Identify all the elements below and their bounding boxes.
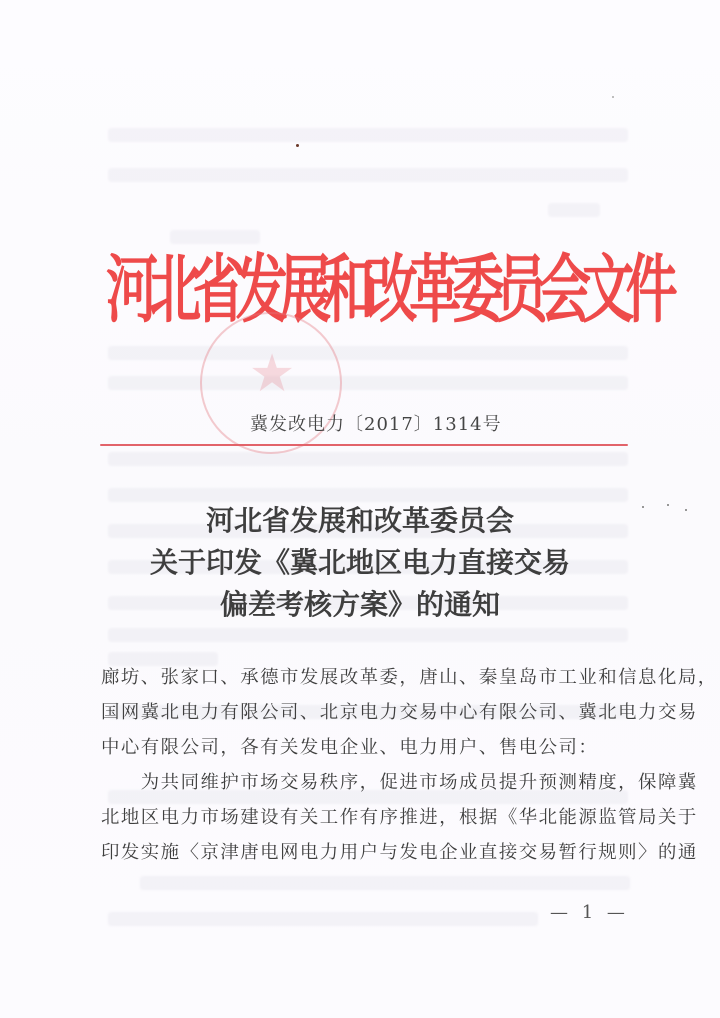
bleed-through-line: [108, 128, 628, 142]
masthead-char: 会: [538, 248, 591, 334]
scan-speck: [667, 504, 669, 506]
body-line: 印发实施〈京津唐电网电力用户与发电企业直接交易暂行规则〉的通: [101, 842, 698, 863]
bleed-through-line: [108, 376, 628, 390]
masthead-char: 和: [322, 248, 375, 334]
bleed-through-line: [108, 652, 218, 666]
masthead-char: 展: [279, 248, 332, 334]
masthead-char: 员: [495, 248, 548, 334]
red-separator-rule: [100, 444, 628, 446]
notice-title: [150, 500, 570, 626]
masthead-char: 委: [452, 248, 505, 334]
scan-speck: [642, 506, 644, 508]
bleed-through-line: [108, 912, 538, 926]
bleed-through-line: [140, 876, 630, 890]
recipients-line: 国网冀北电力有限公司、北京电力交易中心有限公司、冀北电力交易: [101, 702, 698, 723]
scan-speck: [296, 144, 299, 147]
masthead-char: 省: [192, 248, 245, 334]
masthead-char: 改: [365, 248, 418, 334]
bleed-through-line: [548, 203, 600, 217]
document-number: 冀发改电力〔2017〕1314号: [250, 414, 502, 435]
title-line: 关于印发《冀北地区电力直接交易: [150, 546, 571, 579]
star-icon: ★: [248, 344, 296, 404]
recipients-line: 廊坊、张家口、承德市发展改革委，唐山、秦皇岛市工业和信息化局，: [101, 667, 718, 688]
body-line: 北地区电力市场建设有关工作有序推进，根据《华北能源监管局关于: [101, 807, 698, 828]
bleed-through-line: [108, 628, 628, 642]
document-masthead: [106, 227, 678, 355]
title-line: 偏差考核方案》的通知: [219, 588, 500, 621]
scan-speck: [612, 96, 614, 98]
recipients-line: 中心有限公司，各有关发电企业、电力用户、售电公司：: [101, 737, 599, 758]
page-number: — 1 —: [550, 902, 629, 923]
masthead-char: 革: [409, 248, 462, 334]
title-line: 河北省发展和改革委员会: [205, 504, 514, 537]
scan-speck: [685, 509, 687, 511]
masthead-char: 件: [625, 248, 678, 334]
masthead-char: 文: [582, 248, 635, 334]
bleed-through-line: [108, 168, 628, 182]
bleed-through-line: [108, 452, 628, 466]
masthead-char: 河: [106, 248, 159, 334]
body-line: 为共同维护市场交易秩序，促进市场成员提升预测精度，保障冀: [101, 772, 698, 793]
masthead-char: 北: [149, 248, 202, 334]
masthead-char: 发: [235, 248, 288, 334]
